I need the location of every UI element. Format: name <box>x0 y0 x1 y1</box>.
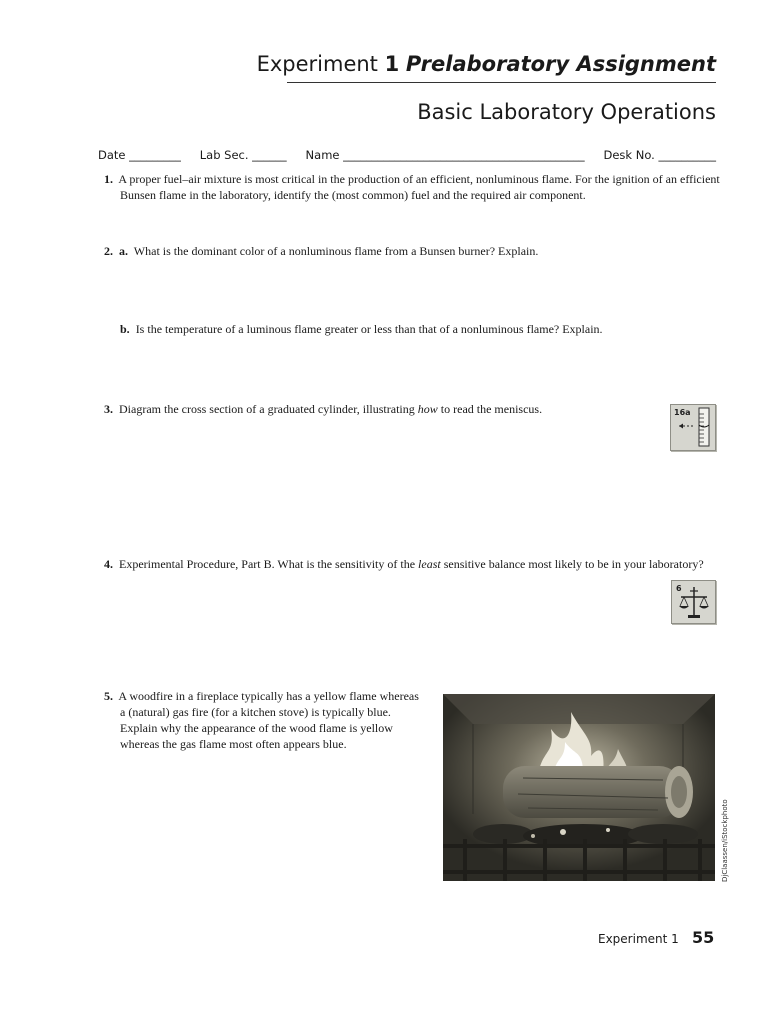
balance-technique-icon <box>671 580 716 624</box>
question-text-end: to read the meniscus. <box>437 402 543 416</box>
cylinder-icon-label: 16a <box>674 408 691 417</box>
question-text-end: sensitive balance most likely to be in your laboratory? <box>440 557 704 571</box>
lab-section-field[interactable]: Lab Sec. ______ <box>199 148 287 162</box>
question-4 <box>104 556 732 572</box>
question-5 <box>104 688 420 752</box>
student-info-line <box>98 148 716 162</box>
graduated-cylinder-technique-icon <box>670 404 716 451</box>
question-emphasis: least <box>418 557 441 571</box>
footer-label: Experiment 1 <box>598 932 679 946</box>
balance-icon-label: 6 <box>676 584 682 593</box>
question-text: Diagram the cross section of a graduated cylinder, illustrating <box>119 402 418 416</box>
question-number: 5. <box>104 689 113 703</box>
question-number: 1. <box>104 172 113 186</box>
graduated-cylinder-icon <box>671 405 715 450</box>
fireplace-photo <box>443 694 715 881</box>
header-rule <box>287 82 716 83</box>
question-2a <box>104 243 720 259</box>
question-part-label: b. <box>120 322 130 336</box>
photo-credit <box>718 783 730 883</box>
title-assignment-type: Prelaboratory Assignment <box>405 52 716 76</box>
question-number: 2. <box>104 244 113 258</box>
question-3 <box>104 401 660 417</box>
question-text: A woodfire in a fireplace typically has a yellow flame whereas a (natural) gas fire (for a kitchen stove) is typically blue. Explain why the appearance of the wood flame is yellow whereas the gas flame most often appears blue. <box>118 689 419 751</box>
question-text: Experimental Procedure, Part B. What is the sensitivity of the <box>119 557 419 571</box>
page-title <box>257 52 716 76</box>
question-number: 3. <box>104 402 113 416</box>
page-number: 55 <box>692 928 715 947</box>
desk-number-field[interactable]: Desk No. __________ <box>603 148 716 162</box>
question-part-label: a. <box>119 244 128 258</box>
question-text: A proper fuel–air mixture is most critical in the production of an efficient, nonluminous flame. For the ignition of an efficient Bunsen flame in the laboratory, identify the (most common) fuel and the required air component. <box>118 172 720 202</box>
question-2b <box>120 321 700 337</box>
page-subtitle: Basic Laboratory Operations <box>417 100 716 124</box>
question-1 <box>104 171 720 203</box>
title-experiment-number: 1 <box>384 52 400 76</box>
question-number: 4. <box>104 557 113 571</box>
question-text: What is the dominant color of a nonluminous flame from a Bunsen burner? Explain. <box>133 244 539 258</box>
photo-credit-text: DjClaassen/iStockphoto <box>721 799 729 882</box>
fireplace-image <box>443 694 715 881</box>
question-emphasis: how <box>417 402 438 416</box>
balance-icon <box>672 581 715 623</box>
date-field[interactable]: Date _________ <box>98 148 181 162</box>
name-field[interactable]: Name __________________________________________ <box>305 148 585 162</box>
question-text: Is the temperature of a luminous flame greater or less than that of a nonluminous flame? Explain. <box>135 322 603 336</box>
title-experiment-word: Experiment <box>256 52 378 76</box>
